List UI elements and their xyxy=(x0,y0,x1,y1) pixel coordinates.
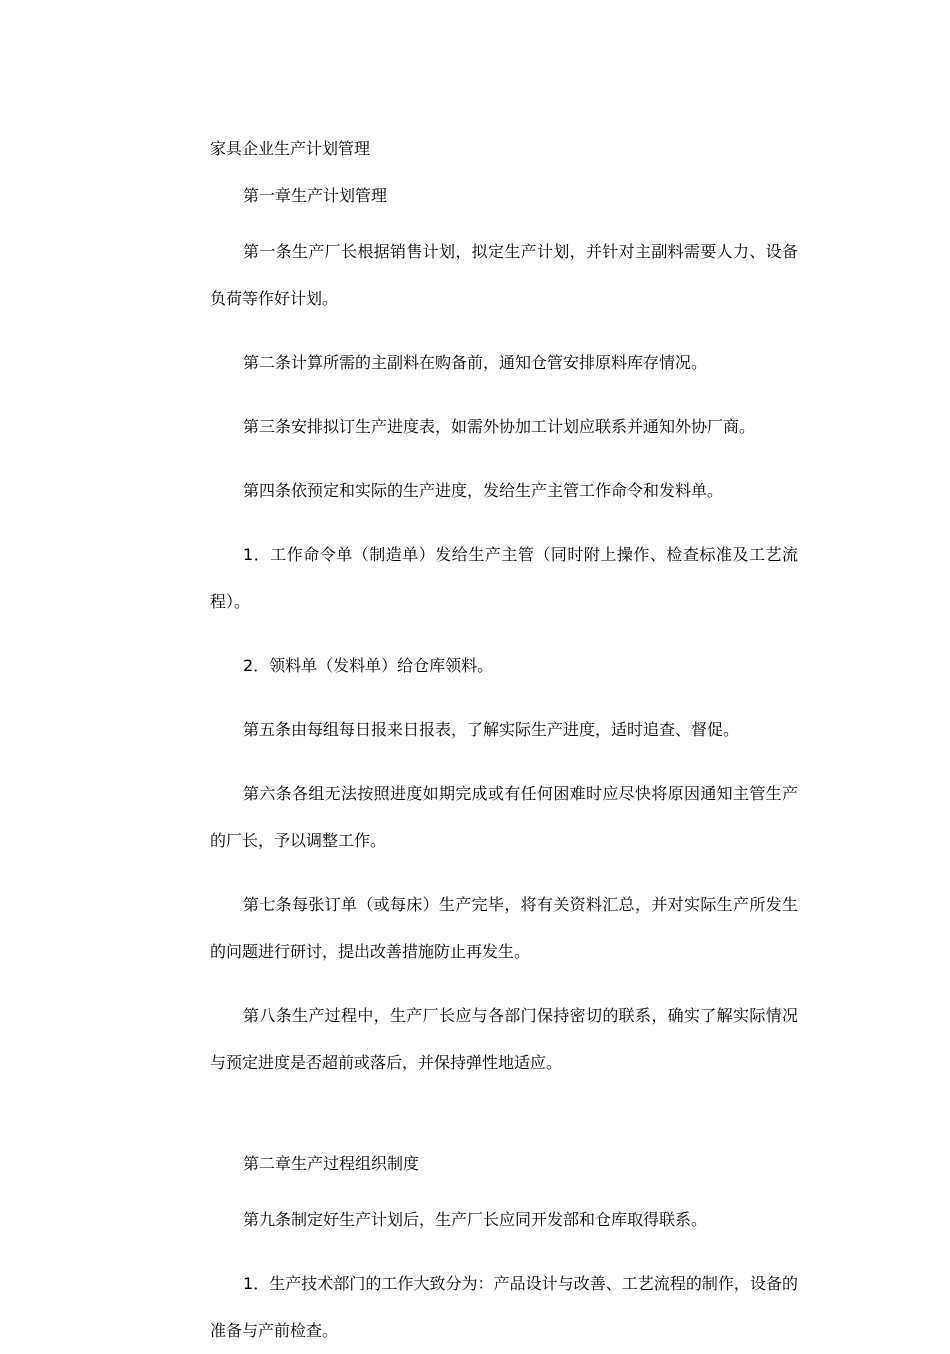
article-9-item-1: 1．生产技术部门的工作大致分为：产品设计与改善、工艺流程的制作，设备的准备与产前检查。 xyxy=(210,1274,798,1340)
article-4: 第四条依预定和实际的生产进度，发给生产主管工作命令和发料单。 xyxy=(243,481,724,500)
document-body xyxy=(210,134,798,1354)
article-3: 第三条安排拟订生产进度表，如需外协加工计划应联系并通知外协厂商。 xyxy=(243,417,756,436)
article-9: 第九条制定好生产计划后，生产厂长应同开发部和仓库取得联系。 xyxy=(243,1210,708,1229)
article-2: 第二条计算所需的主副料在购备前，通知仓管安排原料库存情况。 xyxy=(243,353,708,372)
article-8: 第八条生产过程中，生产厂长应与各部门保持密切的联系，确实了解实际情况与预定进度是否超前或落后，并保持弹性地适应。 xyxy=(210,1006,798,1072)
article-4-item-1: 1．工作命令单（制造单）发给生产主管（同时附上操作、检查标准及工艺流程）。 xyxy=(210,545,798,611)
article-4-item-2: 2．领料单（发料单）给仓库领料。 xyxy=(243,656,494,675)
article-5: 第五条由每组每日报来日报表，了解实际生产进度，适时追查、督促。 xyxy=(243,720,740,739)
chapter-1-heading: 第一章生产计划管理 xyxy=(243,186,388,205)
document-title: 家具企业生产计划管理 xyxy=(210,139,371,158)
article-7: 第七条每张订单（或每床）生产完毕，将有关资料汇总，并对实际生产所发生的问题进行研讨，提出改善措施防止再发生。 xyxy=(210,895,798,961)
article-1: 第一条生产厂长根据销售计划，拟定生产计划，并针对主副料需要人力、设备负荷等作好计划。 xyxy=(210,242,798,308)
chapter-2-heading: 第二章生产过程组织制度 xyxy=(243,1154,420,1173)
article-6: 第六条各组无法按照进度如期完成或有任何困难时应尽快将原因通知主管生产的厂长，予以调整工作。 xyxy=(210,784,798,850)
